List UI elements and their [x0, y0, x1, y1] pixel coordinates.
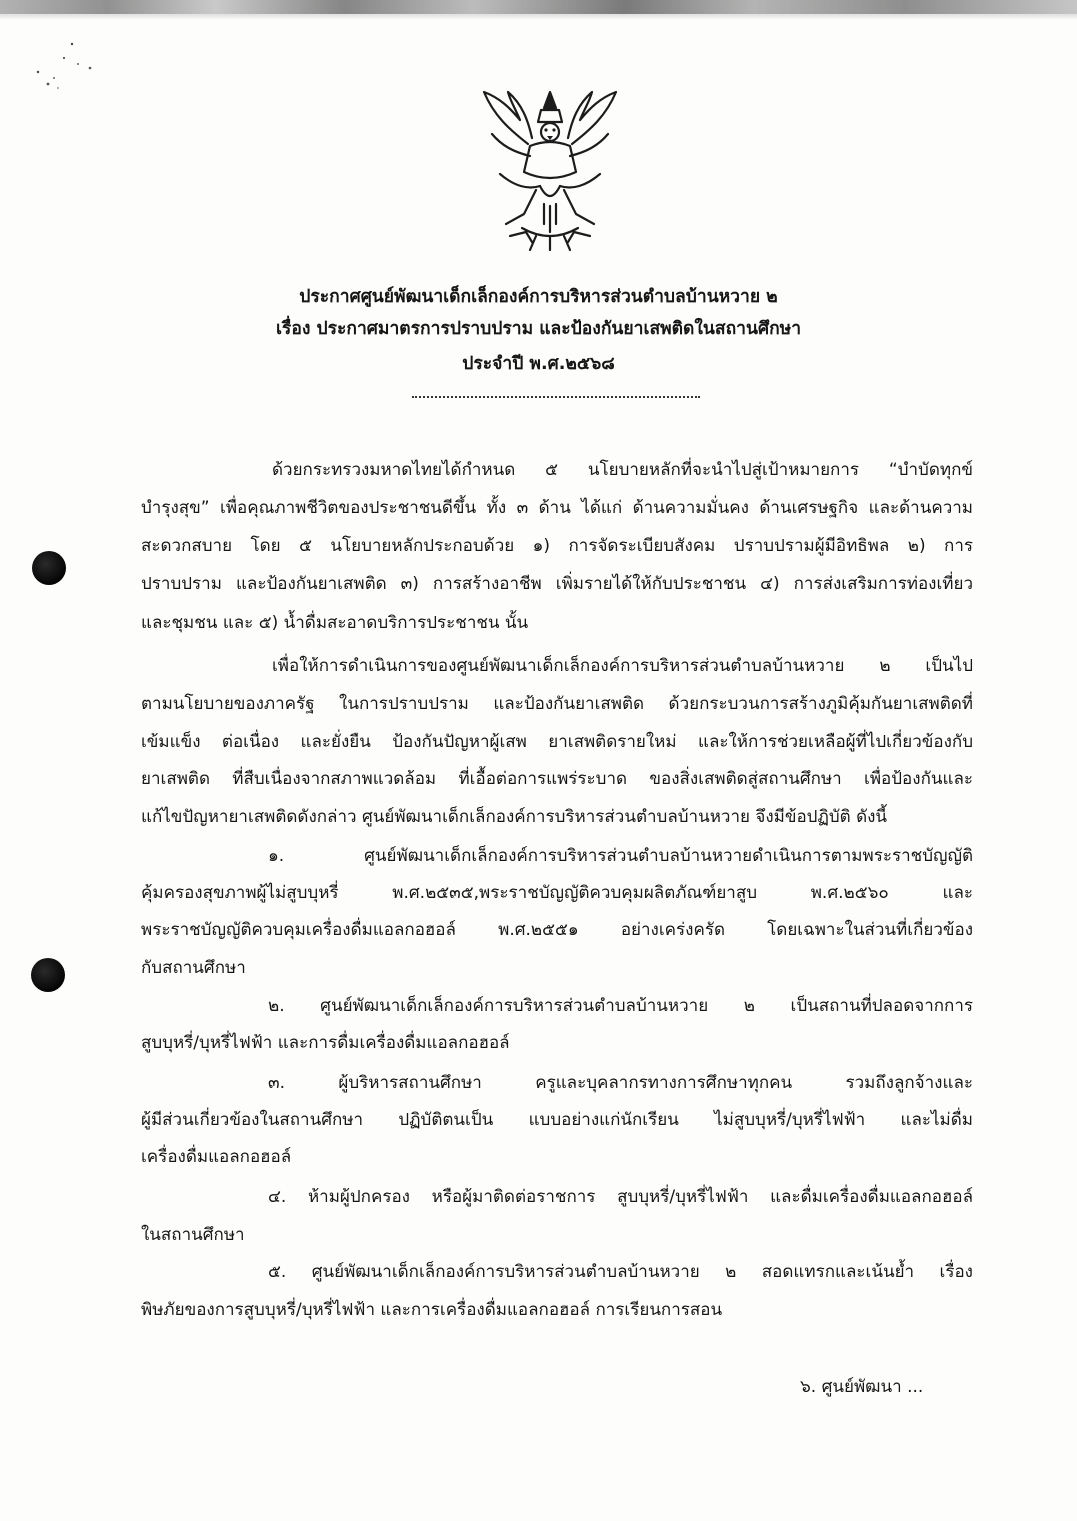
page-continuation: ๖. ศูนย์พัฒนา ... — [800, 1377, 924, 1397]
rule-item-3-line: ผู้มีส่วนเกี่ยวข้องในสถานศึกษา ปฏิบัติตนเป็น แบบอย่างแก่นักเรียน ไม่สูบบุหรี่/บุหรี่ไฟฟ้า และไม่ดื่ม — [141, 1110, 973, 1130]
announcement-subject: เรื่อง ประกาศมาตรการปราบปราม และป้องกันยาเสพติดในสถานศึกษา — [275, 319, 802, 339]
rule-item-1-line: พระราชบัญญัติควบคุมเครื่องดื่มแอลกอฮอล์ พ.ศ.๒๕๕๑ อย่างเคร่งครัด โดยเฉพาะในส่วนที่เกี่ยวข้อง — [141, 920, 973, 940]
rule-item-5-line: พิษภัยของการสูบบุหรี่/บุหรี่ไฟฟ้า และการเครื่องดื่มแอลกอฮอล์ การเรียนการสอน — [141, 1300, 723, 1320]
rule-item-4: ๔. ห้ามผู้ปกครอง หรือผู้มาติดต่อราชการ สูบบุหรี่/บุหรี่ไฟฟ้า และดื่มเครื่องดื่มแอลกอฮอล์ — [268, 1187, 973, 1207]
announcement-title: ประกาศศูนย์พัฒนาเด็กเล็กองค์การบริหารส่วนตำบลบ้านหวาย ๒ — [299, 287, 778, 307]
rule-item-2-line: สูบบุหรี่/บุหรี่ไฟฟ้า และการดื่มเครื่องดื่มแอลกอฮอล์ — [141, 1033, 510, 1053]
paragraph-line: ตามนโยบายของภาครัฐ ในการปราบปราม และป้องกันยาเสพติด ด้วยกระบวนการสร้างภูมิคุ้มกันยาเสพติดที่ — [141, 694, 973, 714]
scan-edge-shadow — [0, 0, 1077, 14]
rule-item-3: ๓. ผู้บริหารสถานศึกษา ครูและบุคลากรทางการศึกษาทุกคน รวมถึงลูกจ้างและ — [268, 1073, 973, 1093]
scan-specks — [28, 38, 108, 98]
paragraph-line: บำรุงสุข” เพื่อคุณภาพชีวิตของประชาชนดีขึ้น ทั้ง ๓ ด้าน ได้แก่ ด้านความมั่นคง ด้านเศรษฐกิจ และด้านความ — [141, 498, 973, 518]
paragraph-line: แก้ไขปัญหายาเสพติดดังกล่าว ศูนย์พัฒนาเด็กเล็กองค์การบริหารส่วนตำบลบ้านหวาย จึงมีข้อปฏิบัติ ดังนี้ — [141, 807, 888, 827]
rule-item-5: ๕. ศูนย์พัฒนาเด็กเล็กองค์การบริหารส่วนตำบลบ้านหวาย ๒ สอดแทรกและเน้นย้ำ เรื่อง — [268, 1262, 973, 1282]
paragraph-line: เข้มแข็ง ต่อเนื่อง และยั่งยืน ป้องกันปัญหาผู้เสพ ยาเสพติดรายใหม่ และให้การช่วยเหลือผู้ที่ไปเกี่ยวข้องกับ — [141, 732, 973, 752]
rule-item-1: ๑. ศูนย์พัฒนาเด็กเล็กองค์การบริหารส่วนตำบลบ้านหวายดำเนินการตามพระราชบัญญัติ — [268, 846, 973, 866]
header-divider — [412, 396, 700, 398]
rule-item-2: ๒. ศูนย์พัฒนาเด็กเล็กองค์การบริหารส่วนตำบลบ้านหวาย ๒ เป็นสถานที่ปลอดจากการ — [268, 996, 973, 1016]
paragraph-line: เพื่อให้การดำเนินการของศูนย์พัฒนาเด็กเล็กองค์การบริหารส่วนตำบลบ้านหวาย ๒ เป็นไป — [272, 656, 973, 676]
paragraph-line: และชุมชน และ ๕) น้ำดื่มสะอาดบริการประชาชน นั้น — [141, 613, 529, 633]
paragraph-line: ปราบปราม และป้องกันยาเสพติด ๓) การสร้างอาชีพ เพิ่มรายได้ให้กับประชาชน ๔) การส่งเสริมการท่องเที่ยว — [141, 574, 973, 594]
rule-item-1-line: คุ้มครองสุขภาพผู้ไม่สูบบุหรี่ พ.ศ.๒๕๓๕,พระราชบัญญัติควบคุมผลิตภัณฑ์ยาสูบ พ.ศ.๒๕๖๐ และ — [141, 883, 973, 903]
punch-hole-lower — [31, 958, 65, 992]
paragraph-line: ยาเสพติด ที่สืบเนื่องจากสภาพแวดล้อม ที่เอื้อต่อการแพร่ระบาด ของสิ่งเสพติดสู่สถานศึกษา เพื่อป้องกันและ — [141, 769, 973, 789]
garuda-emblem — [470, 86, 630, 254]
rule-item-4-line: ในสถานศึกษา — [141, 1225, 245, 1245]
rule-item-1-line: กับสถานศึกษา — [141, 958, 246, 978]
punch-hole-upper — [32, 551, 66, 585]
paragraph-line: สะดวกสบาย โดย ๕ นโยบายหลักประกอบด้วย ๑) การจัดระเบียบสังคม ปราบปรามผู้มีอิทธิพล ๒) การ — [141, 536, 973, 556]
rule-item-3-line: เครื่องดื่มแอลกอฮอล์ — [141, 1147, 292, 1167]
announcement-year: ประจำปี พ.ศ.๒๕๖๘ — [462, 354, 615, 374]
paragraph-line: ด้วยกระทรวงมหาดไทยได้กำหนด ๕ นโยบายหลักที่จะนำไปสู่เป้าหมายการ “บำบัดทุกข์ — [272, 460, 973, 480]
